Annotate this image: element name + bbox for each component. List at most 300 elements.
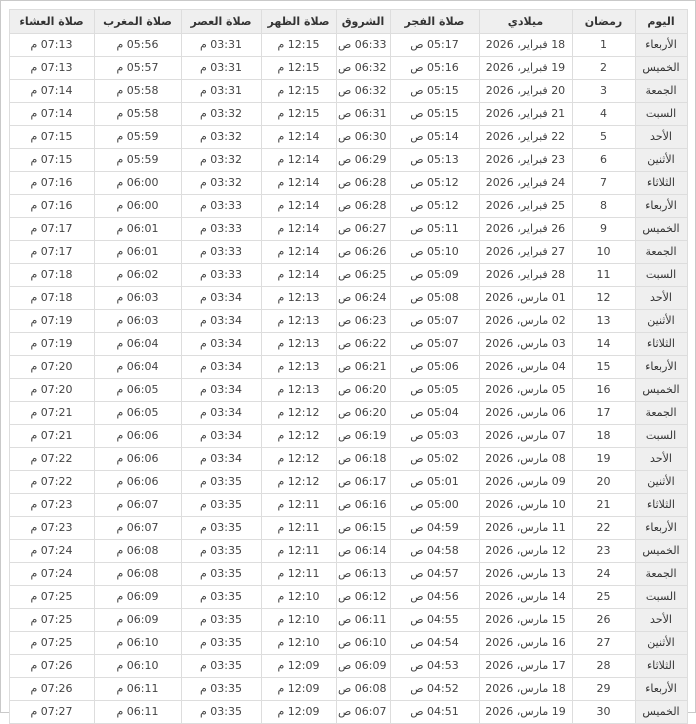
ramadan-cell: 17 [572,402,635,425]
dhuhr-cell: 12:10 م [261,586,336,609]
day-cell: الثلاثاء [635,172,687,195]
dhuhr-cell: 12:13 م [261,310,336,333]
shurooq-cell: 06:20 ص [336,379,390,402]
fajr-cell: 05:13 ص [390,149,479,172]
maghrib-cell: 06:07 م [94,517,181,540]
miladi-cell: 15 مارس، 2026 [479,609,572,632]
day-cell: الأثنين [635,310,687,333]
day-cell: الخميس [635,701,687,724]
maghrib-cell: 06:04 م [94,333,181,356]
ramadan-cell: 24 [572,563,635,586]
ramadan-cell: 23 [572,540,635,563]
miladi-cell: 18 مارس، 2026 [479,678,572,701]
table-row [9,333,687,356]
table-row [9,126,687,149]
day-cell: الخميس [635,218,687,241]
fajr-cell: 05:14 ص [390,126,479,149]
isha-cell: 07:21 م [9,425,94,448]
fajr-cell: 04:53 ص [390,655,479,678]
fajr-cell: 05:17 ص [390,34,479,57]
dhuhr-cell: 12:14 م [261,241,336,264]
day-cell: الأربعاء [635,195,687,218]
fajr-cell: 05:12 ص [390,195,479,218]
shurooq-cell: 06:21 ص [336,356,390,379]
maghrib-cell: 06:01 م [94,218,181,241]
asr-cell: 03:34 م [181,356,261,379]
ramadan-cell: 29 [572,678,635,701]
fajr-cell: 04:51 ص [390,701,479,724]
ramadan-cell: 14 [572,333,635,356]
maghrib-cell: 06:04 م [94,356,181,379]
shurooq-cell: 06:19 ص [336,425,390,448]
shurooq-cell: 06:29 ص [336,149,390,172]
maghrib-cell: 05:58 م [94,103,181,126]
shurooq-cell: 06:13 ص [336,563,390,586]
isha-cell: 07:15 م [9,149,94,172]
fajr-cell: 05:16 ص [390,57,479,80]
day-cell: السبت [635,425,687,448]
fajr-cell: 05:03 ص [390,425,479,448]
shurooq-cell: 06:26 ص [336,241,390,264]
table-header [9,10,687,34]
fajr-cell: 05:07 ص [390,310,479,333]
maghrib-cell: 06:05 م [94,379,181,402]
column-header-maghrib: صلاة المغرب [94,10,181,34]
ramadan-cell: 28 [572,655,635,678]
day-cell: الأثنين [635,632,687,655]
asr-cell: 03:31 م [181,57,261,80]
table-row [9,655,687,678]
dhuhr-cell: 12:14 م [261,126,336,149]
asr-cell: 03:33 م [181,218,261,241]
dhuhr-cell: 12:14 م [261,264,336,287]
day-cell: الثلاثاء [635,655,687,678]
dhuhr-cell: 12:15 م [261,80,336,103]
day-cell: الثلاثاء [635,333,687,356]
miladi-cell: 25 فبراير، 2026 [479,195,572,218]
fajr-cell: 05:07 ص [390,333,479,356]
dhuhr-cell: 12:15 م [261,103,336,126]
shurooq-cell: 06:18 ص [336,448,390,471]
isha-cell: 07:24 م [9,540,94,563]
miladi-cell: 19 مارس، 2026 [479,701,572,724]
fajr-cell: 05:09 ص [390,264,479,287]
asr-cell: 03:34 م [181,333,261,356]
day-cell: الأربعاء [635,356,687,379]
maghrib-cell: 06:06 م [94,425,181,448]
dhuhr-cell: 12:12 م [261,471,336,494]
maghrib-cell: 06:08 م [94,563,181,586]
table-row [9,310,687,333]
maghrib-cell: 06:06 م [94,471,181,494]
ramadan-cell: 16 [572,379,635,402]
dhuhr-cell: 12:13 م [261,356,336,379]
day-cell: الخميس [635,57,687,80]
asr-cell: 03:34 م [181,287,261,310]
table-row [9,57,687,80]
dhuhr-cell: 12:10 م [261,632,336,655]
table-row [9,241,687,264]
table-row [9,448,687,471]
fajr-cell: 04:58 ص [390,540,479,563]
ramadan-cell: 12 [572,287,635,310]
isha-cell: 07:19 م [9,310,94,333]
miladi-cell: 01 مارس، 2026 [479,287,572,310]
ramadan-cell: 15 [572,356,635,379]
miladi-cell: 19 فبراير، 2026 [479,57,572,80]
isha-cell: 07:26 م [9,678,94,701]
shurooq-cell: 06:28 ص [336,172,390,195]
day-cell: الأحد [635,609,687,632]
miladi-cell: 09 مارس، 2026 [479,471,572,494]
isha-cell: 07:27 م [9,701,94,724]
maghrib-cell: 06:05 م [94,402,181,425]
dhuhr-cell: 12:14 م [261,195,336,218]
miladi-cell: 08 مارس، 2026 [479,448,572,471]
ramadan-cell: 10 [572,241,635,264]
table-row [9,678,687,701]
asr-cell: 03:35 م [181,471,261,494]
fajr-cell: 04:57 ص [390,563,479,586]
shurooq-cell: 06:22 ص [336,333,390,356]
isha-cell: 07:22 م [9,448,94,471]
miladi-cell: 13 مارس، 2026 [479,563,572,586]
dhuhr-cell: 12:14 م [261,218,336,241]
isha-cell: 07:19 م [9,333,94,356]
table-row [9,264,687,287]
asr-cell: 03:32 م [181,103,261,126]
table-row [9,149,687,172]
asr-cell: 03:32 م [181,126,261,149]
day-cell: السبت [635,264,687,287]
shurooq-cell: 06:27 ص [336,218,390,241]
shurooq-cell: 06:24 ص [336,287,390,310]
dhuhr-cell: 12:09 م [261,678,336,701]
shurooq-cell: 06:33 ص [336,34,390,57]
fajr-cell: 05:08 ص [390,287,479,310]
ramadan-cell: 22 [572,517,635,540]
shurooq-cell: 06:32 ص [336,80,390,103]
table-row [9,287,687,310]
table-row [9,80,687,103]
table-row [9,172,687,195]
ramadan-cell: 2 [572,57,635,80]
dhuhr-cell: 12:14 م [261,172,336,195]
asr-cell: 03:34 م [181,310,261,333]
table-row [9,563,687,586]
asr-cell: 03:35 م [181,517,261,540]
maghrib-cell: 06:09 م [94,609,181,632]
shurooq-cell: 06:16 ص [336,494,390,517]
asr-cell: 03:35 م [181,609,261,632]
day-cell: السبت [635,586,687,609]
dhuhr-cell: 12:15 م [261,57,336,80]
miladi-cell: 24 فبراير، 2026 [479,172,572,195]
shurooq-cell: 06:09 ص [336,655,390,678]
fajr-cell: 05:06 ص [390,356,479,379]
maghrib-cell: 06:10 م [94,655,181,678]
isha-cell: 07:21 م [9,402,94,425]
dhuhr-cell: 12:09 م [261,701,336,724]
isha-cell: 07:24 م [9,563,94,586]
day-cell: الأثنين [635,149,687,172]
maghrib-cell: 05:59 م [94,126,181,149]
column-header-asr: صلاة العصر [181,10,261,34]
miladi-cell: 16 مارس، 2026 [479,632,572,655]
miladi-cell: 17 مارس، 2026 [479,655,572,678]
ramadan-cell: 21 [572,494,635,517]
ramadan-cell: 30 [572,701,635,724]
isha-cell: 07:18 م [9,264,94,287]
shurooq-cell: 06:12 ص [336,586,390,609]
dhuhr-cell: 12:13 م [261,379,336,402]
shurooq-cell: 06:10 ص [336,632,390,655]
column-header-miladi: ميلادي [479,10,572,34]
asr-cell: 03:35 م [181,678,261,701]
maghrib-cell: 06:09 م [94,586,181,609]
shurooq-cell: 06:14 ص [336,540,390,563]
maghrib-cell: 06:01 م [94,241,181,264]
day-cell: الجمعة [635,402,687,425]
miladi-cell: 11 مارس، 2026 [479,517,572,540]
asr-cell: 03:34 م [181,448,261,471]
dhuhr-cell: 12:11 م [261,517,336,540]
asr-cell: 03:35 م [181,586,261,609]
fajr-cell: 04:59 ص [390,517,479,540]
miladi-cell: 18 فبراير، 2026 [479,34,572,57]
table-row [9,218,687,241]
fajr-cell: 05:15 ص [390,103,479,126]
asr-cell: 03:31 م [181,80,261,103]
isha-cell: 07:17 م [9,218,94,241]
dhuhr-cell: 12:11 م [261,494,336,517]
maghrib-cell: 06:00 م [94,172,181,195]
isha-cell: 07:14 م [9,80,94,103]
shurooq-cell: 06:17 ص [336,471,390,494]
shurooq-cell: 06:32 ص [336,57,390,80]
table-row [9,471,687,494]
table-row [9,494,687,517]
day-cell: الخميس [635,540,687,563]
miladi-cell: 12 مارس، 2026 [479,540,572,563]
dhuhr-cell: 12:12 م [261,448,336,471]
isha-cell: 07:26 م [9,655,94,678]
column-header-fajr: صلاة الفجر [390,10,479,34]
day-cell: السبت [635,103,687,126]
ramadan-cell: 27 [572,632,635,655]
fajr-cell: 05:11 ص [390,218,479,241]
ramadan-cell: 5 [572,126,635,149]
fajr-cell: 05:10 ص [390,241,479,264]
table-row [9,34,687,57]
maghrib-cell: 06:02 م [94,264,181,287]
ramadan-cell: 25 [572,586,635,609]
isha-cell: 07:13 م [9,57,94,80]
day-cell: الأربعاء [635,34,687,57]
table-row [9,701,687,724]
ramadan-cell: 18 [572,425,635,448]
day-cell: الجمعة [635,563,687,586]
table-row [9,195,687,218]
day-cell: الأثنين [635,471,687,494]
isha-cell: 07:25 م [9,586,94,609]
isha-cell: 07:13 م [9,34,94,57]
table-row [9,425,687,448]
shurooq-cell: 06:20 ص [336,402,390,425]
miladi-cell: 06 مارس، 2026 [479,402,572,425]
fajr-cell: 05:02 ص [390,448,479,471]
ramadan-cell: 19 [572,448,635,471]
maghrib-cell: 06:11 م [94,678,181,701]
shurooq-cell: 06:31 ص [336,103,390,126]
maghrib-cell: 06:03 م [94,310,181,333]
day-cell: الخميس [635,379,687,402]
table-row [9,632,687,655]
column-header-shurooq: الشروق [336,10,390,34]
dhuhr-cell: 12:11 م [261,563,336,586]
isha-cell: 07:17 م [9,241,94,264]
asr-cell: 03:32 م [181,149,261,172]
miladi-cell: 28 فبراير، 2026 [479,264,572,287]
fajr-cell: 05:05 ص [390,379,479,402]
dhuhr-cell: 12:12 م [261,425,336,448]
ramadan-cell: 3 [572,80,635,103]
table-body [9,34,687,724]
column-header-ramadan: رمضان [572,10,635,34]
ramadan-cell: 20 [572,471,635,494]
ramadan-cell: 1 [572,34,635,57]
fajr-cell: 05:12 ص [390,172,479,195]
maghrib-cell: 06:06 م [94,448,181,471]
ramadan-cell: 7 [572,172,635,195]
asr-cell: 03:34 م [181,379,261,402]
maghrib-cell: 06:03 م [94,287,181,310]
maghrib-cell: 05:59 م [94,149,181,172]
ramadan-cell: 9 [572,218,635,241]
day-cell: الجمعة [635,241,687,264]
shurooq-cell: 06:07 ص [336,701,390,724]
asr-cell: 03:33 م [181,264,261,287]
fajr-cell: 04:56 ص [390,586,479,609]
shurooq-cell: 06:28 ص [336,195,390,218]
maghrib-cell: 06:11 م [94,701,181,724]
isha-cell: 07:25 م [9,632,94,655]
asr-cell: 03:34 م [181,402,261,425]
asr-cell: 03:33 م [181,241,261,264]
isha-cell: 07:15 م [9,126,94,149]
day-cell: الأحد [635,126,687,149]
asr-cell: 03:35 م [181,494,261,517]
column-header-dhuhr: صلاة الظهر [261,10,336,34]
day-cell: الأربعاء [635,678,687,701]
isha-cell: 07:20 م [9,379,94,402]
miladi-cell: 10 مارس، 2026 [479,494,572,517]
shurooq-cell: 06:08 ص [336,678,390,701]
asr-cell: 03:31 م [181,34,261,57]
asr-cell: 03:33 م [181,195,261,218]
miladi-cell: 23 فبراير، 2026 [479,149,572,172]
isha-cell: 07:14 م [9,103,94,126]
miladi-cell: 04 مارس، 2026 [479,356,572,379]
isha-cell: 07:18 م [9,287,94,310]
asr-cell: 03:35 م [181,563,261,586]
maghrib-cell: 06:08 م [94,540,181,563]
isha-cell: 07:22 م [9,471,94,494]
maghrib-cell: 06:07 م [94,494,181,517]
miladi-cell: 03 مارس، 2026 [479,333,572,356]
table-row [9,379,687,402]
shurooq-cell: 06:11 ص [336,609,390,632]
shurooq-cell: 06:25 ص [336,264,390,287]
ramadan-cell: 6 [572,149,635,172]
miladi-cell: 22 فبراير، 2026 [479,126,572,149]
shurooq-cell: 06:23 ص [336,310,390,333]
miladi-cell: 27 فبراير، 2026 [479,241,572,264]
ramadan-cell: 13 [572,310,635,333]
fajr-cell: 04:54 ص [390,632,479,655]
fajr-cell: 04:52 ص [390,678,479,701]
miladi-cell: 05 مارس، 2026 [479,379,572,402]
ramadan-cell: 4 [572,103,635,126]
isha-cell: 07:23 م [9,494,94,517]
isha-cell: 07:16 م [9,172,94,195]
day-cell: الأربعاء [635,517,687,540]
fajr-cell: 05:04 ص [390,402,479,425]
asr-cell: 03:35 م [181,701,261,724]
header-row [9,10,687,34]
fajr-cell: 05:01 ص [390,471,479,494]
prayer-times-table [9,9,688,724]
dhuhr-cell: 12:15 م [261,34,336,57]
fajr-cell: 04:55 ص [390,609,479,632]
shurooq-cell: 06:30 ص [336,126,390,149]
table-row [9,609,687,632]
isha-cell: 07:25 م [9,609,94,632]
maghrib-cell: 06:00 م [94,195,181,218]
ramadan-cell: 8 [572,195,635,218]
table-row [9,356,687,379]
maghrib-cell: 06:10 م [94,632,181,655]
day-cell: الأحد [635,448,687,471]
column-header-day: اليوم [635,10,687,34]
dhuhr-cell: 12:09 م [261,655,336,678]
isha-cell: 07:20 م [9,356,94,379]
ramadan-cell: 11 [572,264,635,287]
maghrib-cell: 05:56 م [94,34,181,57]
maghrib-cell: 05:58 م [94,80,181,103]
ramadan-cell: 26 [572,609,635,632]
asr-cell: 03:35 م [181,655,261,678]
dhuhr-cell: 12:13 م [261,333,336,356]
table-row [9,540,687,563]
table-row [9,517,687,540]
miladi-cell: 02 مارس، 2026 [479,310,572,333]
asr-cell: 03:34 م [181,425,261,448]
shurooq-cell: 06:15 ص [336,517,390,540]
column-header-isha: صلاة العشاء [9,10,94,34]
fajr-cell: 05:00 ص [390,494,479,517]
dhuhr-cell: 12:13 م [261,287,336,310]
day-cell: الثلاثاء [635,494,687,517]
maghrib-cell: 05:57 م [94,57,181,80]
dhuhr-cell: 12:14 م [261,149,336,172]
day-cell: الأحد [635,287,687,310]
miladi-cell: 26 فبراير، 2026 [479,218,572,241]
miladi-cell: 07 مارس، 2026 [479,425,572,448]
table-row [9,402,687,425]
asr-cell: 03:35 م [181,540,261,563]
table-row [9,586,687,609]
